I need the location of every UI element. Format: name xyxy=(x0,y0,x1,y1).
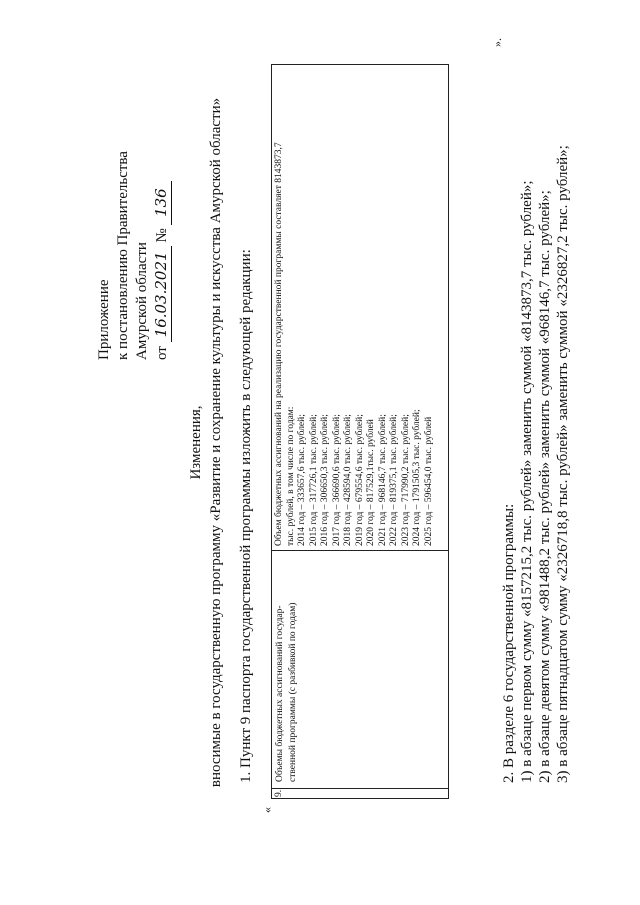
value-line: 2014 год – 333657,6 тыс. рублей; xyxy=(297,414,307,546)
section-2-item: 3) в абзаце пятнадцатом сумму «2326718,8 тыс. рублей» заменить суммой «2326827,2 тыс. рублей»; xyxy=(555,145,571,783)
label-line: Объемы бюджетных ассигнований государ- xyxy=(275,605,285,782)
handwritten-date: 16.03.2021 xyxy=(152,246,172,342)
table-cell-value xyxy=(272,65,448,550)
passport-table xyxy=(271,64,449,799)
value-line: 2015 год – 317726,1 тыс. рублей; xyxy=(308,414,319,546)
value-line: 2016 год – 306650,3 тыс. рублей; xyxy=(320,414,330,546)
value-line: 2017 год – 366690,6 тыс. рублей; xyxy=(331,414,342,546)
approval-date-line xyxy=(152,151,172,360)
table-cell-number: 9. xyxy=(272,788,448,798)
value-line: тыс. рублей, в том числе по годам: xyxy=(285,406,296,546)
section-2-item: 2) в абзаце девятом сумму «981488,2 тыс. рублей» заменить суммой «968146,7 тыс. рублей»; xyxy=(537,190,553,783)
document-title: Изменения, xyxy=(188,405,204,480)
document-subtitle: вносимые в государственную программу «Развитие и сохранение культуры и искусства Амурской области» xyxy=(208,97,224,788)
quote-open: « xyxy=(260,807,274,813)
value-line: 2024 год – 1791505,3 тыс. рублей; xyxy=(412,409,422,546)
value-line: 2025 год – 596454,0 тыс. рублей xyxy=(423,416,434,546)
from-prefix: от xyxy=(154,346,170,360)
value-line: Объем бюджетных ассигнований на реализацию государственной программы составляет 8143873,7 xyxy=(274,142,284,546)
quote-close: ». xyxy=(490,38,504,47)
table-cell-label xyxy=(272,550,448,788)
value-line: 2021 год – 968146,7 тыс. рублей; xyxy=(377,414,388,546)
section-2-item: 1) в абзаце первом сумму «8157215,2 тыс. рублей» заменить суммой «8143873,7 тыс. рублей»; xyxy=(519,180,535,783)
value-line: 2020 год – 817529,1тыс. рублей xyxy=(366,419,376,546)
handwritten-number: 136 xyxy=(152,181,172,225)
approval-line-2: к постановлению Правительства xyxy=(115,151,131,360)
section-2-heading: 2. В разделе 6 государственной программы: xyxy=(501,503,517,783)
value-line: 2023 год – 717990,2 тыс. рублей; xyxy=(400,414,411,546)
approval-line-1: Приложение xyxy=(96,279,112,360)
value-line: 2019 год – 679554,6 тыс. рублей; xyxy=(354,414,365,546)
value-line: 2022 год – 819375,1 тыс. рублей; xyxy=(389,414,399,546)
section-2 xyxy=(500,145,572,783)
label-line: ственной программы (с разбивкой по годам) xyxy=(288,602,298,782)
approval-line-3: Амурской области xyxy=(134,242,150,360)
value-line: 2018 год – 428594,0 тыс. рублей; xyxy=(343,414,353,546)
item-1-text: 1. Пункт 9 паспорта государственной программы изложить в следующей редакции: xyxy=(238,249,254,783)
number-prefix: № xyxy=(154,228,170,243)
approval-block xyxy=(95,151,172,360)
